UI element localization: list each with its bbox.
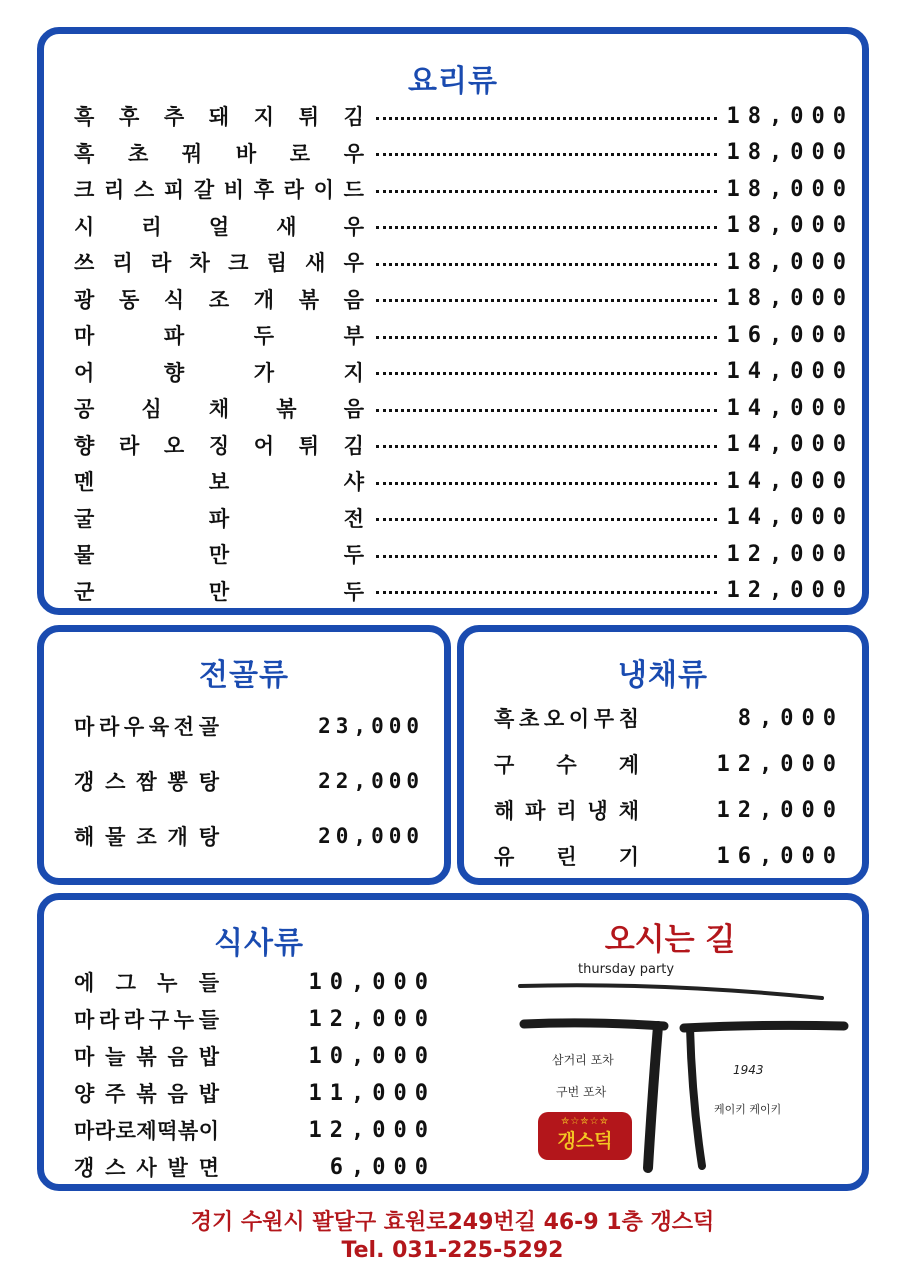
menu-item-price: 10,000 — [308, 1043, 436, 1069]
landmark-cake: 케이키 케이키 — [714, 1103, 782, 1116]
cooking-menu-item — [74, 171, 854, 207]
cold-menu-item — [494, 700, 844, 736]
cold-section — [457, 625, 869, 885]
menu-item-price: 12,000 — [716, 797, 844, 823]
cold-menu-item — [494, 838, 844, 874]
leader-dots — [376, 518, 717, 521]
menu-item-name: 쓰 리 라 차 크 림 새 우 — [74, 250, 364, 275]
menu-item-price: 16,000 — [726, 322, 854, 348]
menu-item-price: 12,000 — [716, 751, 844, 777]
leader-dots — [376, 555, 717, 558]
menu-item-name: 양 주 볶 음 밥 — [74, 1081, 219, 1106]
leader-dots — [376, 117, 717, 120]
leader-dots — [376, 482, 717, 485]
landmark-1943: 1943 — [733, 1063, 764, 1077]
cold-menu-item — [494, 792, 844, 828]
hotpot-section — [37, 625, 451, 885]
menu-item-price: 18,000 — [726, 140, 854, 165]
leader-dots — [376, 591, 717, 594]
meal-menu-item — [74, 1038, 436, 1074]
hotpot-title: 전골류 — [199, 658, 289, 693]
cooking-menu-item — [74, 536, 854, 572]
menu-item-name: 광 동 식 조 개 볶 음 — [74, 286, 364, 312]
menu-item-name: 흑 후 추 돼 지 튀 김 — [74, 104, 364, 129]
cooking-menu-item — [74, 244, 854, 280]
landmark-thursday-party: thursday party — [578, 962, 675, 977]
directions-title: 오시는 길 — [604, 922, 736, 958]
menu-item-name: 마 라 로 제 떡 볶 이 — [74, 1118, 219, 1143]
cooking-menu-item — [74, 427, 854, 463]
menu-item-name: 굴 파 전 — [74, 505, 364, 531]
meal-menu-item — [74, 1112, 436, 1148]
menu-item-price: 18,000 — [726, 213, 854, 238]
menu-item-name: 흑 초 꿔 바 로 우 — [74, 140, 364, 166]
meal-title: 식사류 — [214, 926, 304, 961]
menu-item-name: 공 심 채 볶 음 — [74, 396, 364, 421]
meal-menu-item — [74, 1075, 436, 1111]
menu-item-name: 마 늘 볶 음 밥 — [74, 1044, 219, 1069]
store-badge-name: 갱스덕 — [557, 1130, 613, 1152]
cooking-menu-item — [74, 317, 854, 353]
meal-menu-item — [74, 1001, 436, 1037]
menu-item-name: 멘 보 샤 — [74, 469, 364, 494]
menu-item-name: 갱 스 사 발 면 — [74, 1155, 219, 1180]
footer-tel: Tel. 031-225-5292 — [341, 1238, 564, 1263]
leader-dots — [376, 153, 717, 156]
menu-item-price: 12,000 — [308, 1117, 436, 1143]
menu-item-name: 에 그 누 들 — [74, 970, 219, 995]
leader-dots — [376, 336, 717, 339]
menu-item-name: 흑 초 오 이 무 침 — [494, 706, 639, 731]
cooking-title: 요리류 — [408, 64, 498, 99]
hotpot-menu-item — [74, 763, 424, 799]
leader-dots — [376, 299, 717, 302]
menu-item-price: 18,000 — [726, 103, 854, 129]
menu-item-name: 군 만 두 — [74, 578, 364, 604]
menu-item-price: 18,000 — [726, 176, 854, 202]
menu-item-price: 20,000 — [318, 824, 424, 848]
menu-item-price: 18,000 — [726, 286, 854, 311]
menu-item-price: 14,000 — [726, 505, 854, 530]
leader-dots — [376, 372, 717, 375]
menu-item-name: 마 라 우 육 전 골 — [74, 714, 219, 739]
menu-item-price: 6,000 — [329, 1154, 436, 1180]
footer-address: 경기 수원시 팔달구 효원로249번길 46-9 1층 갱스덕 — [190, 1210, 715, 1235]
menu-item-name: 크 리 스 피 갈 비 후 라 이 드 — [74, 177, 364, 202]
menu-item-price: 10,000 — [308, 969, 436, 995]
cooking-menu-item — [74, 281, 854, 317]
menu-item-price: 11,000 — [308, 1080, 436, 1106]
cooking-menu-item — [74, 98, 854, 134]
cooking-menu-item — [74, 208, 854, 244]
store-badge — [538, 1112, 632, 1160]
meal-menu-item — [74, 1149, 436, 1185]
cooking-menu-item — [74, 500, 854, 536]
cooking-menu-item — [74, 390, 854, 426]
menu-item-price: 23,000 — [318, 714, 424, 738]
menu-item-price: 12,000 — [726, 578, 854, 603]
menu-item-price: 12,000 — [726, 541, 854, 567]
menu-item-price: 18,000 — [726, 249, 854, 275]
menu-item-name: 구 수 계 — [494, 752, 639, 777]
cooking-menu-item — [74, 463, 854, 499]
leader-dots — [376, 263, 717, 266]
menu-item-name: 물 만 두 — [74, 542, 364, 567]
menu-item-name: 갱 스 짬 뽕 탕 — [74, 769, 219, 794]
menu-item-price: 14,000 — [726, 395, 854, 421]
cold-title: 냉채류 — [618, 658, 708, 693]
leader-dots — [376, 226, 717, 229]
menu-item-price: 14,000 — [726, 359, 854, 384]
leader-dots — [376, 190, 717, 193]
menu-item-price: 14,000 — [726, 468, 854, 494]
menu-item-price: 8,000 — [737, 705, 844, 731]
menu-item-name: 해 파 리 냉 채 — [494, 798, 639, 823]
menu-item-price: 12,000 — [308, 1006, 436, 1032]
menu-item-price: 16,000 — [716, 843, 844, 869]
cooking-menu-item — [74, 135, 854, 171]
cold-menu-item — [494, 746, 844, 782]
cooking-menu-item — [74, 573, 854, 609]
meal-menu-item — [74, 964, 436, 1000]
hotpot-menu-item — [74, 708, 424, 744]
cooking-menu-item — [74, 354, 854, 390]
menu-item-name: 향 라 오 징 어 튀 김 — [74, 432, 364, 458]
landmark-gubeon: 구번 포차 — [556, 1085, 607, 1099]
landmark-samgeori: 삼거리 포차 — [552, 1053, 614, 1067]
hotpot-menu-item — [74, 818, 424, 854]
menu-item-name: 어 향 가 지 — [74, 359, 364, 385]
menu-item-name: 마 파 두 부 — [74, 323, 364, 348]
menu-item-name: 유 린 기 — [494, 844, 639, 869]
cooking-section — [37, 27, 869, 615]
menu-item-price: 14,000 — [726, 432, 854, 457]
leader-dots — [376, 409, 717, 412]
menu-item-price: 22,000 — [318, 769, 424, 793]
menu-item-name: 마 라 라 구 누 들 — [74, 1007, 219, 1032]
leader-dots — [376, 445, 717, 448]
menu-item-name: 시 리 얼 새 우 — [74, 213, 364, 239]
star-icon: ✮☆✮☆✮ — [560, 1116, 610, 1127]
menu-item-name: 해 물 조 개 탕 — [74, 824, 219, 849]
